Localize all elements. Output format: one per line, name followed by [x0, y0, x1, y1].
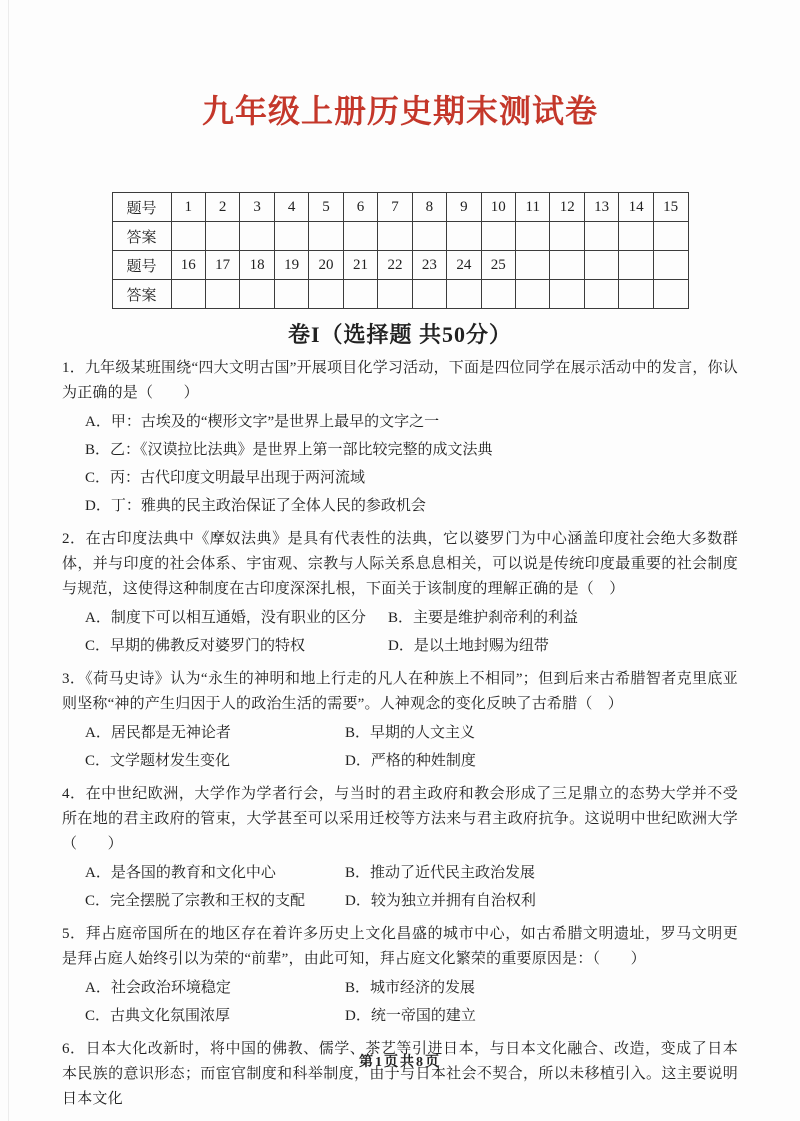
- option-c: C．古典文化氛围浓厚: [85, 1008, 231, 1024]
- answer-cell: [584, 280, 618, 309]
- answer-cell: [378, 280, 412, 309]
- question-6: [62, 1037, 738, 1112]
- question-options: [85, 974, 738, 1030]
- row-label: 题号: [112, 251, 171, 280]
- answer-cell: [343, 280, 377, 309]
- answer-cell: [171, 222, 205, 251]
- answer-cell: [653, 222, 688, 251]
- question-number-cell: 12: [550, 193, 584, 222]
- option-d: D．较为独立并拥有自治权利: [345, 893, 536, 909]
- row-label: 答案: [112, 280, 171, 309]
- option-b: B．推动了近代民主政治发展: [345, 865, 536, 881]
- question-stem: 3．《荷马史诗》认为“永生的神明和地上行走的凡人在种族上不相同”；但到后来古希腊智者克里底亚则坚称“神的产生归因于人的政治生活的需要”。人神观念的变化反映了古希腊（ ）: [62, 671, 738, 712]
- answer-cell: [240, 222, 274, 251]
- option-a: A．社会政治环境稳定: [85, 980, 231, 996]
- question-1: [62, 356, 738, 520]
- option-c: C．丙：古代印度文明最早出现于两河流域: [85, 470, 366, 486]
- question-stem: 1．九年级某班围绕“四大文明古国”开展项目化学习活动，下面是四位同学在展示活动中的发言，你认为正确的是（ ）: [62, 360, 738, 401]
- question-number-cell: 21: [343, 251, 377, 280]
- answer-cell: [412, 280, 446, 309]
- question-number-cell: 17: [205, 251, 239, 280]
- scan-edge-artifact: [8, 0, 9, 1121]
- option-c: C．文学题材发生变化: [85, 753, 231, 769]
- answer-cell: [550, 280, 584, 309]
- question-number-cell: 22: [378, 251, 412, 280]
- option-a: A．甲：古埃及的“楔形文字”是世界上最早的文字之一: [85, 414, 440, 430]
- answer-cell: [447, 222, 481, 251]
- table-row-answers-1: [112, 222, 688, 251]
- question-2: [62, 527, 738, 660]
- question-stem: 2．在古印度法典中《摩奴法典》是具有代表性的法典，它以婆罗门为中心涵盖印度社会绝大多数群体，并与印度的社会体系、宇宙观、宗教与人际关系息息相关，可以说是传统印度最重要的社会制度与规范，这使得这种制度在古印度深深扎根，下面关于该制度的理解正确的是（ ）: [62, 531, 738, 597]
- answer-cell: [205, 222, 239, 251]
- option-d: D．严格的种姓制度: [345, 753, 476, 769]
- question-number-cell: 15: [653, 193, 688, 222]
- question-options: [85, 408, 738, 520]
- question-number-cell: 19: [274, 251, 308, 280]
- option-d: D．统一帝国的建立: [345, 1008, 476, 1024]
- question-number-cell: 2: [205, 193, 239, 222]
- option-d: D．丁：雅典的民主政治保证了全体人民的参政机会: [85, 498, 426, 514]
- option-c: C．完全摆脱了宗教和王权的支配: [85, 893, 306, 909]
- question-5: [62, 922, 738, 1030]
- answer-cell: [516, 280, 550, 309]
- option-a: A．居民都是无神论者: [85, 725, 231, 741]
- question-stem: 6．日本大化改新时，将中国的佛教、儒学、茶艺等引进日本，与日本文化融合、改造，变成了日本本民族的意识形态；而宦官制度和科举制度，由于与日本社会不契合，所以未移植引入。这主要说明日本文化: [62, 1041, 738, 1107]
- option-b: B．主要是维护刹帝利的利益: [388, 610, 579, 626]
- option-a: A．是各国的教育和文化中心: [85, 865, 276, 881]
- question-stem: 4．在中世纪欧洲，大学作为学者行会，与当时的君主政府和教会形成了三足鼎立的态势大学并不受所在地的君主政府的管束，大学甚至可以采用迁校等方法来与君主政府抗争。这说明中世纪欧洲大学（ ）: [62, 786, 738, 852]
- option-c: C．早期的佛教反对婆罗门的特权: [85, 638, 306, 654]
- answer-cell: [274, 280, 308, 309]
- answer-cell: [653, 280, 688, 309]
- question-number-cell: 20: [309, 251, 343, 280]
- answer-cell: [171, 280, 205, 309]
- question-3: [62, 667, 738, 775]
- answer-cell: [447, 280, 481, 309]
- answer-cell: [378, 222, 412, 251]
- table-row-answers-2: [112, 280, 688, 309]
- answer-cell: [274, 222, 308, 251]
- answer-cell: [550, 222, 584, 251]
- row-label: 题号: [112, 193, 171, 222]
- page-number: 第1页共8页: [359, 1055, 441, 1070]
- question-number-cell: 1: [171, 193, 205, 222]
- answer-cell: [619, 222, 653, 251]
- question-number-cell: 25: [481, 251, 515, 280]
- question-options: [85, 859, 738, 915]
- question-number-cell: [550, 251, 584, 280]
- question-number-cell: [516, 251, 550, 280]
- question-number-cell: 11: [516, 193, 550, 222]
- page-title: 九年级上册历史期末测试卷: [201, 93, 598, 129]
- option-d: D．是以土地封赐为纽带: [388, 638, 549, 654]
- option-a: A．制度下可以相互通婚，没有职业的区分: [85, 610, 366, 626]
- question-number-cell: 7: [378, 193, 412, 222]
- answer-sheet-table: [112, 192, 689, 309]
- answer-cell: [240, 280, 274, 309]
- answer-cell: [619, 280, 653, 309]
- question-number-cell: [653, 251, 688, 280]
- question-number-cell: 10: [481, 193, 515, 222]
- answer-cell: [516, 222, 550, 251]
- option-b: B．城市经济的发展: [345, 980, 476, 996]
- answer-cell: [205, 280, 239, 309]
- answer-cell: [412, 222, 446, 251]
- question-number-cell: 16: [171, 251, 205, 280]
- question-stem: 5．拜占庭帝国所在的地区存在着许多历史上文化昌盛的城市中心，如古希腊文明遗址，罗马文明更是拜占庭人始终引以为荣的“前辈”，由此可知，拜占庭文化繁荣的重要原因是：（ ）: [62, 926, 738, 967]
- answer-cell: [481, 280, 515, 309]
- section-heading: 卷I（选择题 共50分）: [287, 322, 513, 347]
- question-number-cell: 9: [447, 193, 481, 222]
- answer-cell: [309, 280, 343, 309]
- question-4: [62, 782, 738, 915]
- table-row-question-numbers-2: [112, 251, 688, 280]
- question-number-cell: 14: [619, 193, 653, 222]
- question-number-cell: [584, 251, 618, 280]
- row-label: 答案: [112, 222, 171, 251]
- question-number-cell: 4: [274, 193, 308, 222]
- question-number-cell: 5: [309, 193, 343, 222]
- answer-cell: [584, 222, 618, 251]
- answer-cell: [309, 222, 343, 251]
- question-number-cell: 8: [412, 193, 446, 222]
- question-number-cell: 3: [240, 193, 274, 222]
- question-options: [85, 719, 738, 775]
- question-number-cell: 18: [240, 251, 274, 280]
- question-number-cell: 24: [447, 251, 481, 280]
- answer-cell: [481, 222, 515, 251]
- option-b: B．乙：《汉谟拉比法典》是世界上第一部比较完整的成文法典: [85, 442, 493, 458]
- question-options: [85, 604, 738, 660]
- table-row-question-numbers-1: [112, 193, 688, 222]
- answer-cell: [343, 222, 377, 251]
- question-number-cell: 6: [343, 193, 377, 222]
- question-number-cell: [619, 251, 653, 280]
- question-number-cell: 13: [584, 193, 618, 222]
- option-b: B．早期的人文主义: [345, 725, 476, 741]
- question-number-cell: 23: [412, 251, 446, 280]
